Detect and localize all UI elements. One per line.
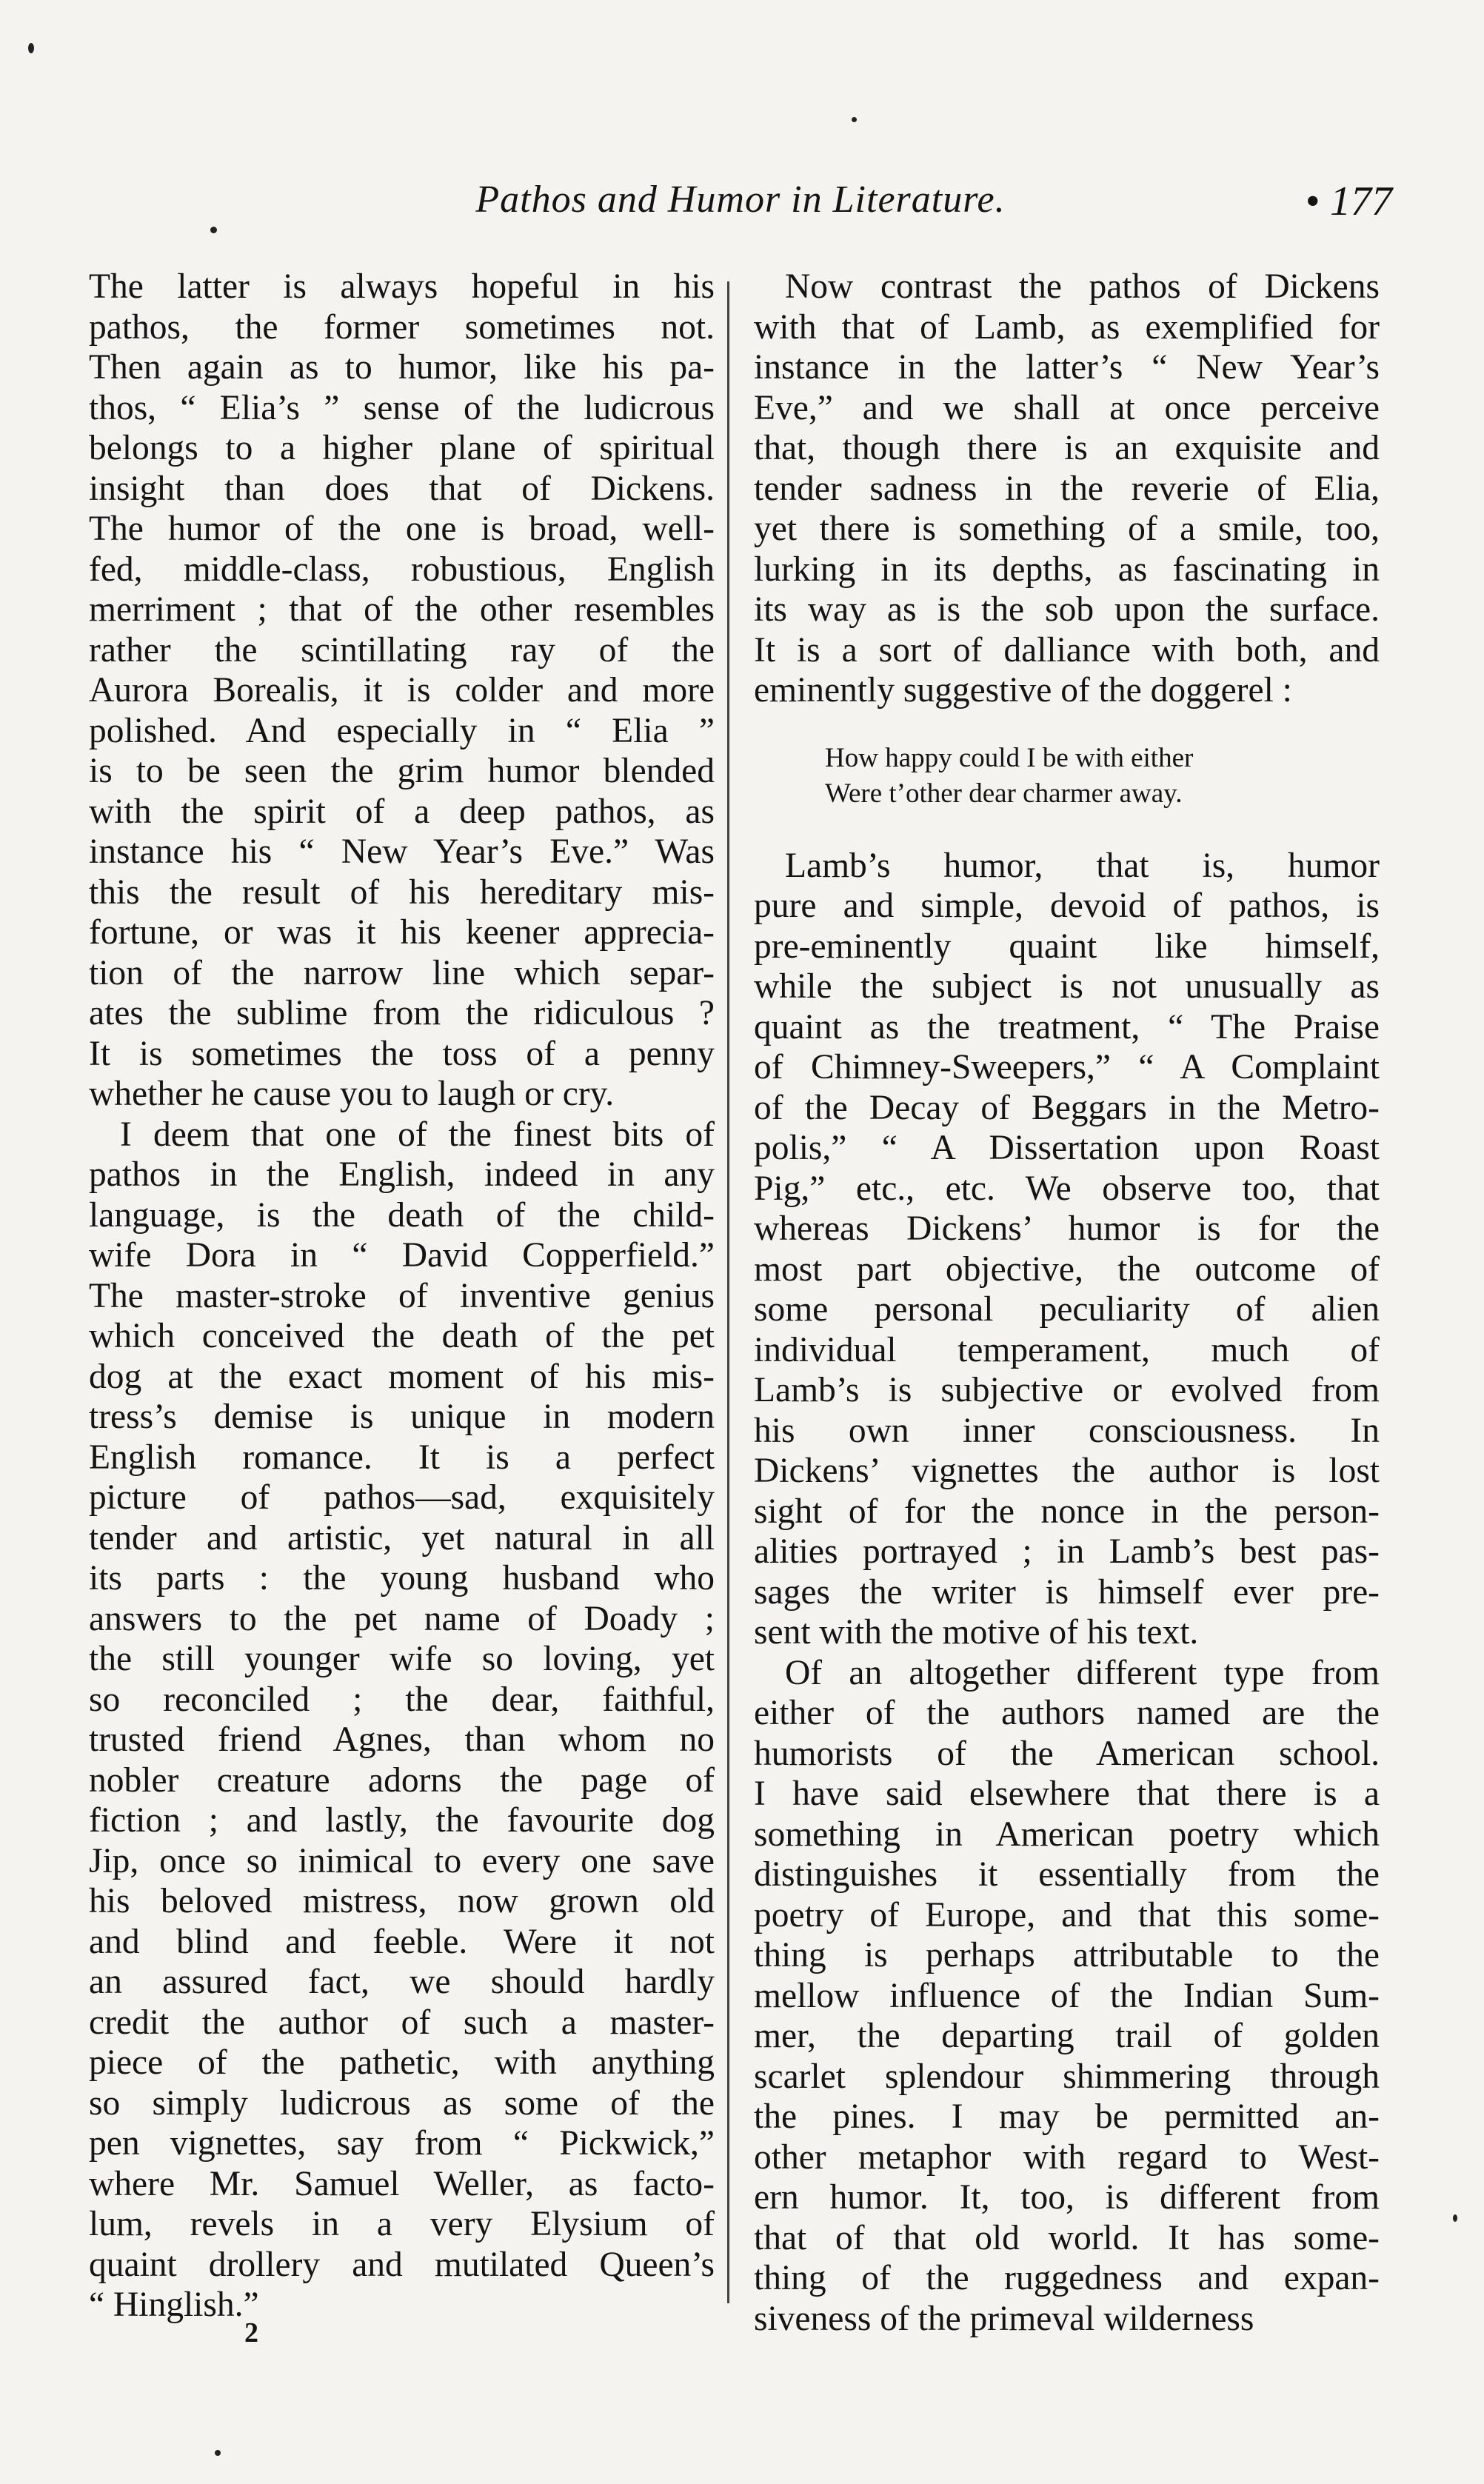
text-line: instance in the latter’s “ New Year’s — [754, 348, 1380, 387]
text-line: pure and simple, devoid of pathos, is — [754, 887, 1380, 925]
text-line: instance his “ New Year’s Eve.” Was — [89, 832, 715, 871]
text-line: Now contrast the pathos of Dickens — [785, 267, 1380, 306]
text-line: tion of the narrow line which separ- — [89, 953, 715, 992]
text-line: something in American poetry which — [754, 1814, 1380, 1854]
text-line: Dickens’ vignettes the author is lost — [754, 1452, 1380, 1490]
text-line: quaint drollery and mutilated Queen’s — [89, 2245, 715, 2284]
text-line: other metaphor with regard to West- — [754, 2137, 1380, 2177]
text-line: this the result of his hereditary mis- — [89, 872, 715, 912]
text-line: Lamb’s humor, that is, humor — [785, 846, 1380, 885]
text-line: lurking in its depths, as fascinating in — [754, 550, 1380, 589]
text-line: I deem that one of the finest bits of — [120, 1115, 715, 1154]
text-line: sight of for the nonce in the person- — [754, 1492, 1380, 1531]
text-line: thos, “ Elia’s ” sense of the ludicrous — [89, 388, 715, 427]
text-line: “ Hinglish.” — [89, 2286, 259, 2324]
quote-line: How happy could I be with either — [825, 742, 1194, 773]
text-line: yet there is something of a smile, too, — [754, 510, 1380, 548]
text-line: It is sometimes the toss of a penny — [89, 1034, 715, 1073]
text-line: its way as is the sob upon the surface. — [754, 590, 1380, 629]
text-line: The latter is always hopeful in his — [89, 267, 715, 306]
scan-speck — [28, 43, 34, 53]
text-line: lum, revels in a very Elysium of — [89, 2205, 715, 2243]
page-number: • 177 — [1305, 178, 1392, 224]
text-line: pathos in the English, indeed in any — [89, 1155, 715, 1194]
text-line: so reconciled ; the dear, faithful, — [89, 1680, 715, 1719]
scan-speck — [1453, 2214, 1457, 2222]
text-line: polished. And especially in “ Elia ” — [89, 711, 715, 750]
text-line: and blind and feeble. Were it not — [89, 1922, 715, 1961]
text-line: alities portrayed ; in Lamb’s best pas- — [754, 1532, 1380, 1571]
text-line: Jip, once so inimical to every one save — [89, 1841, 715, 1880]
text-line: insight than does that of Dickens. — [89, 469, 715, 508]
text-line: his own inner consciousness. In — [754, 1411, 1380, 1450]
text-line: tender and artistic, yet natural in all — [89, 1518, 715, 1557]
signature-mark: 2 — [244, 2317, 258, 2348]
text-line: eminently suggestive of the doggerel : — [754, 671, 1292, 710]
text-line: either of the authors named are the — [754, 1694, 1380, 1732]
text-line: The humor of the one is broad, well- — [89, 510, 715, 548]
text-line: an assured fact, we should hardly — [89, 1963, 715, 2001]
text-line: thing of the ruggedness and expan- — [754, 2259, 1380, 2297]
column-divider — [727, 281, 729, 2303]
scan-speck — [210, 227, 217, 233]
text-line: fed, middle-class, robustious, English — [89, 550, 715, 589]
text-line: scarlet splendour shimmering through — [754, 2057, 1380, 2096]
text-line: most part objective, the outcome of — [754, 1249, 1380, 1289]
text-line: pathos, the former sometimes not. — [89, 307, 715, 347]
text-line: the still younger wife so loving, yet — [89, 1640, 715, 1678]
text-line: that, though there is an exquisite and — [754, 429, 1380, 467]
text-line: Of an altogether different type from — [785, 1653, 1380, 1692]
right-column-text-after-quote — [754, 846, 1380, 2340]
text-line: credit the author of such a master- — [89, 2003, 715, 2042]
text-line: polis,” “ A Dissertation upon Roast — [754, 1129, 1380, 1167]
right-column — [754, 267, 1380, 2339]
text-line: answers to the pet name of Doady ; — [89, 1599, 715, 1638]
text-line: with the spirit of a deep pathos, as — [89, 792, 715, 831]
quote-line: Were t’other dear charmer away. — [825, 778, 1183, 809]
text-line: rather the scintillating ray of the — [89, 630, 715, 670]
text-line: that of that old world. It has some- — [754, 2218, 1380, 2257]
text-line: which conceived the death of the pet — [89, 1317, 715, 1355]
text-line: ern humor. It, too, is different from — [754, 2178, 1380, 2217]
text-line: while the subject is not unusually as — [754, 967, 1380, 1006]
text-line: English romance. It is a perfect — [89, 1438, 715, 1477]
text-line: of the Decay of Beggars in the Metro- — [754, 1088, 1380, 1127]
text-line: Pig,” etc., etc. We observe too, that — [754, 1169, 1380, 1208]
text-line: sent with the motive of his text. — [754, 1613, 1199, 1652]
verse-quotation — [754, 741, 1380, 812]
text-line: siveness of the primeval wilderness — [754, 2299, 1254, 2338]
text-line: of Chimney-Sweepers,” “ A Complaint — [754, 1048, 1380, 1086]
text-line: wife Dora in “ David Copperfield.” — [89, 1236, 715, 1275]
text-line: language, is the death of the child- — [89, 1195, 715, 1235]
text-line: whereas Dickens’ humor is for the — [754, 1209, 1380, 1248]
text-line: pre-eminently quaint like himself, — [754, 927, 1380, 966]
text-line: tress’s demise is unique in modern — [89, 1398, 715, 1436]
text-line: poetry of Europe, and that this some- — [754, 1895, 1380, 1934]
text-line: so simply ludicrous as some of the — [89, 2083, 715, 2123]
text-line: fortune, or was it his keener apprecia- — [89, 913, 715, 952]
text-line: his beloved mistress, now grown old — [89, 1882, 715, 1920]
text-line: belongs to a higher plane of spiritual — [89, 429, 715, 467]
text-line: with that of Lamb, as exemplified for — [754, 307, 1380, 347]
text-line: piece of the pathetic, with anything — [89, 2043, 715, 2082]
text-line: distinguishes it essentially from the — [754, 1855, 1380, 1894]
text-line: trusted friend Agnes, than whom no — [89, 1720, 715, 1759]
text-line: tender sadness in the reverie of Elia, — [754, 469, 1380, 508]
running-title: Pathos and Humor in Literature. — [475, 178, 1006, 221]
text-line: dog at the exact moment of his mis- — [89, 1357, 715, 1396]
right-column-text-before-quote — [754, 267, 1380, 711]
text-line: quaint as the treatment, “ The Praise — [754, 1007, 1380, 1046]
text-line: nobler creature adorns the page of — [89, 1760, 715, 1800]
text-line: whether he cause you to laugh or cry. — [89, 1075, 615, 1113]
scan-speck — [215, 2450, 221, 2456]
text-line: where Mr. Samuel Weller, as facto- — [89, 2164, 715, 2203]
text-line: I have said elsewhere that there is a — [754, 1774, 1380, 1813]
left-column — [89, 267, 715, 2326]
text-line: Lamb’s is subjective or evolved from — [754, 1371, 1380, 1409]
text-line: the pines. I may be permitted an- — [754, 2097, 1380, 2136]
text-line: its parts : the young husband who — [89, 1559, 715, 1597]
text-line: mellow influence of the Indian Sum- — [754, 1976, 1380, 2015]
text-line: fiction ; and lastly, the favourite dog — [89, 1801, 715, 1840]
text-line: ates the sublime from the ridiculous ? — [89, 994, 715, 1032]
scan-speck — [852, 117, 857, 122]
text-line: individual temperament, much of — [754, 1330, 1380, 1369]
page-number-value: 177 — [1330, 178, 1392, 224]
text-line: pen vignettes, say from “ Pickwick,” — [89, 2124, 715, 2163]
text-line: humorists of the American school. — [754, 1734, 1380, 1773]
text-line: merriment ; that of the other resembles — [89, 590, 715, 629]
page-header — [89, 178, 1392, 237]
text-line: The master-stroke of inventive genius — [89, 1276, 715, 1315]
text-line: is to be seen the grim humor blended — [89, 752, 715, 790]
text-line: sages the writer is himself ever pre- — [754, 1572, 1380, 1612]
text-line: some personal peculiarity of alien — [754, 1290, 1380, 1329]
text-line: mer, the departing trail of golden — [754, 2017, 1380, 2055]
text-line: picture of pathos—sad, exquisitely — [89, 1478, 715, 1517]
text-line: Aurora Borealis, it is colder and more — [89, 671, 715, 710]
text-line: It is a sort of dalliance with both, and — [754, 630, 1380, 670]
text-line: Eve,” and we shall at once perceive — [754, 388, 1380, 427]
text-line: thing is perhaps attributable to the — [754, 1936, 1380, 1974]
text-line: Then again as to humor, like his pa- — [89, 348, 715, 387]
